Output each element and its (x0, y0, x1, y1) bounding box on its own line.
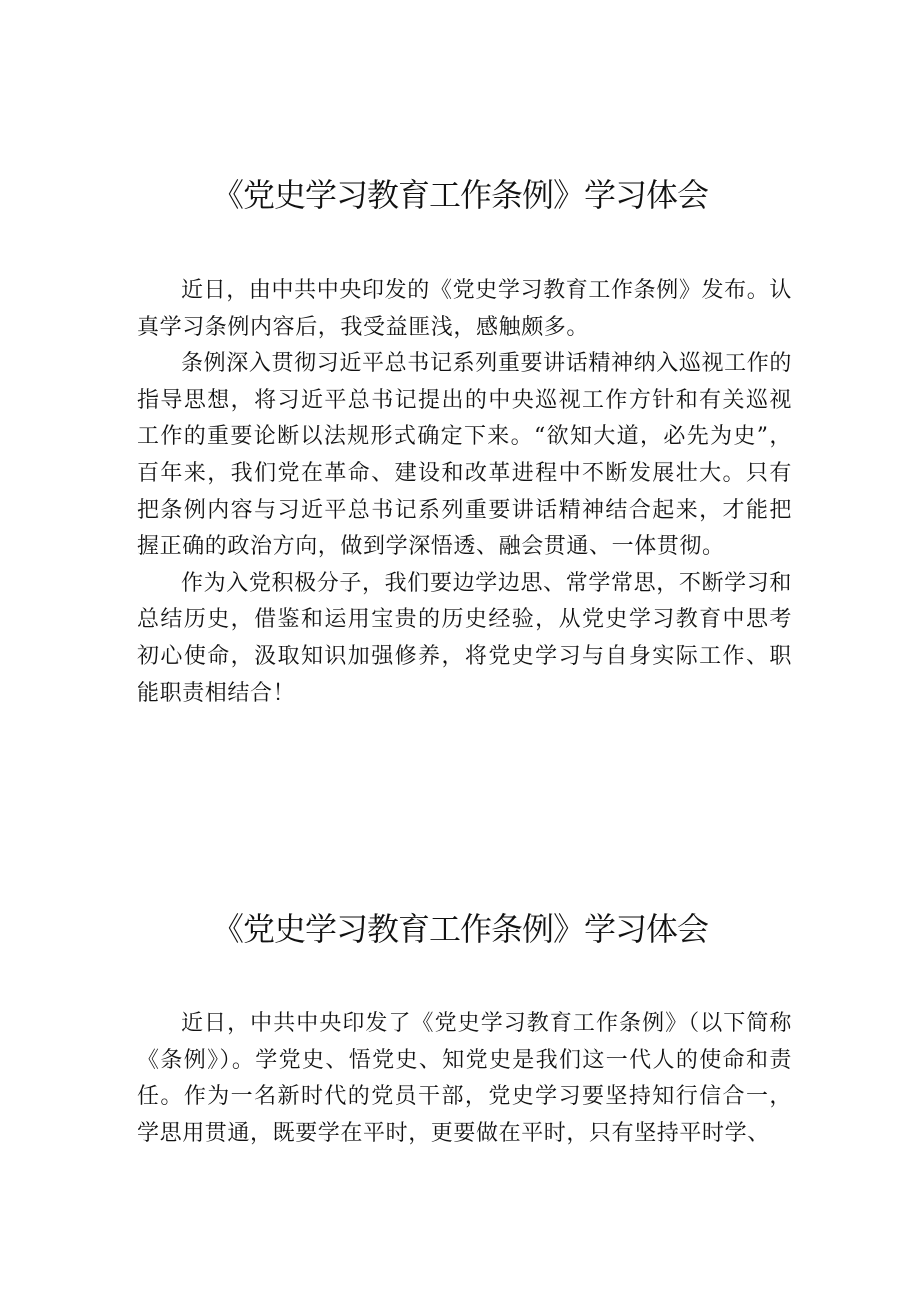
section-2-paragraph-1: 近日，中共中央印发了《党史学习教育工作条例》（以下简称《条例》）。学党史、悟党史、知党史是我们这一代人的使命和责任。作为一名新时代的党员干部，党史学习要坚持知行信合一，学思用贯通，既要学在平时，更要做在平时，只有坚持平时学、 (137, 1011, 792, 1146)
section-1-paragraph-2: 条例深入贯彻习近平总书记系列重要讲话精神纳入巡视工作的指导思想，将习近平总书记提出的中央巡视工作方针和有关巡视工作的重要论断以法规形式确定下来。“欲知大道，必先为史”，百年来，我们党在革命、建设和改革进程中不断发展壮大。只有把条例内容与习近平总书记系列重要讲话精神结合起来，才能把握正确的政治方向，做到学深悟透、融会贯通、一体贯彻。 (137, 351, 792, 560)
section-1-paragraph-1: 近日，由中共中央印发的《党史学习教育工作条例》发布。认真学习条例内容后，我受益匪浅，感触颇多。 (137, 278, 792, 340)
section-1-title: 《党史学习教育工作条例》学习体会 (211, 176, 708, 214)
section-2-body (137, 1006, 792, 1152)
section-1-paragraph-3: 作为入党积极分子，我们要边学边思、常学常思，不断学习和总结历史，借鉴和运用宝贵的历史经验，从党史学习教育中思考初心使命，汲取知识加强修养，将党史学习与自身实际工作、职能职责相结合！ (137, 570, 792, 706)
section-2-title: 《党史学习教育工作条例》学习体会 (211, 910, 708, 948)
section-1-body (137, 273, 792, 712)
